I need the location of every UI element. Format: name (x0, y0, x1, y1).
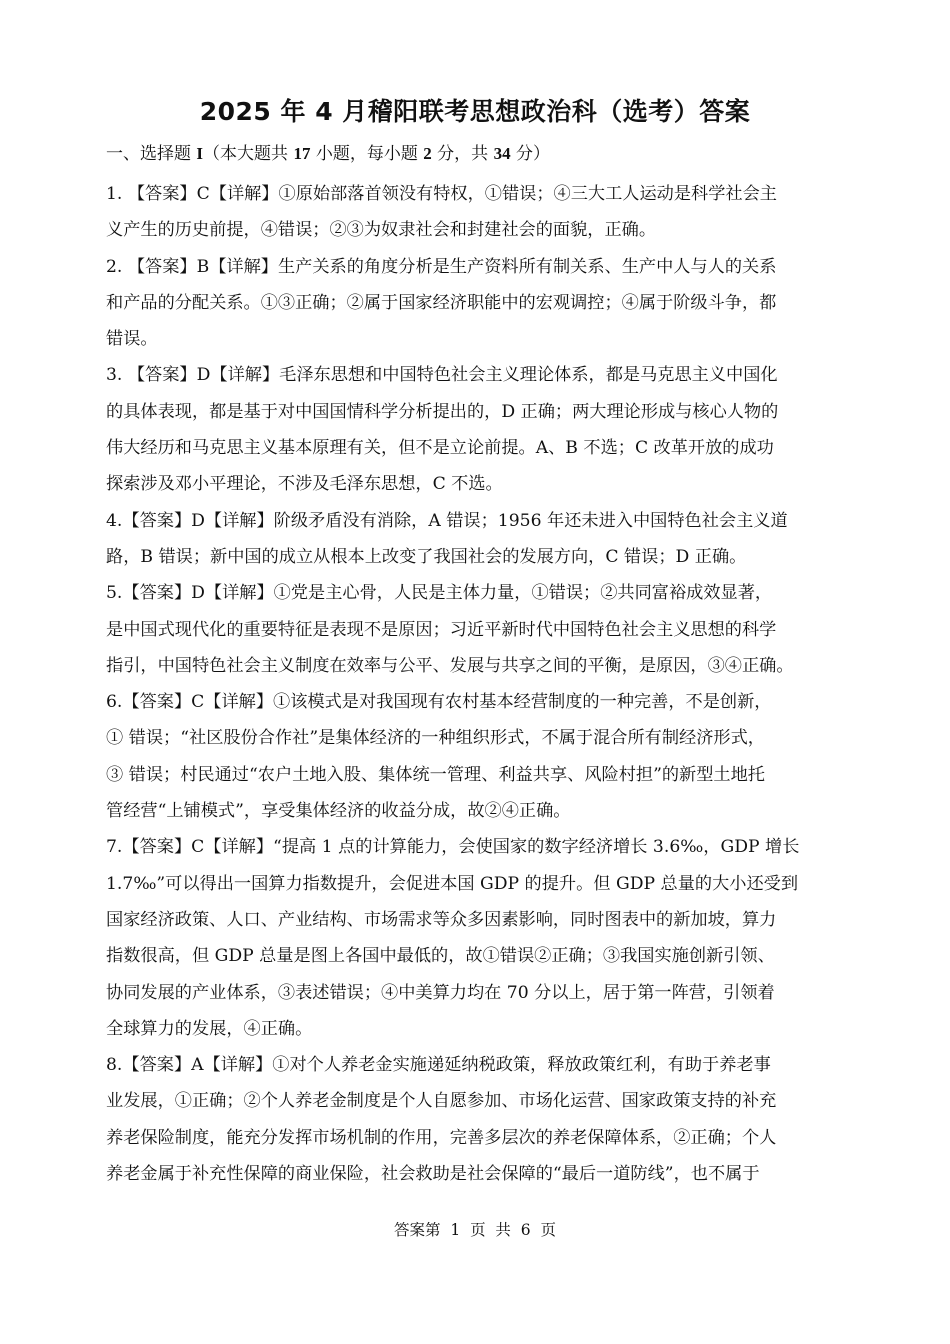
answer-line: 是中国式现代化的重要特征是表现不是原因；习近平新时代中国特色社会主义思想的科学 (106, 619, 777, 640)
page-footer: 答案第 1 页 共 6 页 (394, 1221, 556, 1239)
answer-item (106, 829, 854, 1047)
answer-line: 指引，中国特色社会主义制度在效率与公平、发展与共享之间的平衡，是原因，③④正确。 (106, 655, 794, 676)
answer-line: 7.【答案】C【详解】“提高 1 点的计算能力，会使国家的数字经济增长 3.6‰，GDP 增长 (106, 837, 800, 858)
answer-list (106, 176, 854, 1192)
answer-item (106, 684, 854, 829)
answer-item (106, 249, 854, 358)
answer-line: 8.【答案】A【详解】①对个人养老金实施递延纳税政策，释放政策红利，有助于养老事 (106, 1055, 771, 1076)
answer-line: 养老保险制度，能充分发挥市场机制的作用，完善多层次的养老保障体系，②正确；个人 (106, 1127, 777, 1148)
section-suffix: 分） (510, 144, 550, 164)
answer-line: 国家经济政策、人口、产业结构、市场需求等众多因素影响，同时图表中的新加坡，算力 (106, 909, 777, 930)
answer-line: 管经营“上铺模式”，享受集体经济的收益分成，故②④正确。 (106, 801, 571, 822)
answer-line: 指数很高，但 GDP 总量是图上各国中最低的，故①错误②正确；③我国实施创新引领、 (106, 946, 775, 967)
section-prefix: 一、选择题 (106, 144, 197, 164)
answer-line: 错误。 (106, 329, 158, 350)
answer-line: 全球算力的发展，④正确。 (106, 1018, 313, 1039)
answer-line: 2. 【答案】B【详解】生产关系的角度分析是生产资料所有制关系、生产中人与人的关系 (106, 256, 777, 277)
answer-line: 探索涉及邓小平理论，不涉及毛泽东思想，C 不选。 (106, 474, 503, 495)
answer-line: 业发展，①正确；②个人养老金制度是个人自愿参加、市场化运营、国家政策支持的补充 (106, 1091, 777, 1112)
section-mid2: 小题，每小题 (310, 144, 424, 164)
section-heading (106, 140, 866, 168)
answer-line: 的具体表现，都是基于对中国国情科学分析提出的，D 正确；两大理论形成与核心人物的 (106, 401, 779, 422)
answer-line: 5.【答案】D【详解】①党是主心骨，人民是主体力量，①错误；②共同富裕成效显著， (106, 583, 773, 604)
answer-item (106, 357, 854, 502)
answer-line: 4.【答案】D【详解】阶级矛盾没有消除，A 错误；1956 年还未进入中国特色社会主义道 (106, 510, 788, 531)
answer-line: 路，B 错误；新中国的成立从根本上改变了我国社会的发展方向，C 错误；D 正确。 (106, 546, 747, 567)
section-roman: I (196, 144, 204, 163)
answer-line: 协同发展的产业体系，③表述错误；④中美算力均在 70 分以上，居于第一阵营，引领着 (106, 982, 775, 1003)
section-mid3: 分，共 (431, 144, 494, 164)
answer-line: 和产品的分配关系。①③正确；②属于国家经济职能中的宏观调控；④属于阶级斗争，都 (106, 292, 777, 313)
page-title: 2025 年 4 月稽阳联考思想政治科（选考）答案 (199, 97, 751, 126)
section-mid1: （本大题共 (203, 144, 294, 164)
answer-line: ③ 错误；村民通过“农户土地入股、集体统一管理、利益共享、风险村担”的新型土地托 (106, 764, 765, 785)
answer-item (106, 176, 854, 249)
answer-item (106, 503, 854, 576)
answer-line: 3. 【答案】D【详解】毛泽东思想和中国特色社会主义理论体系，都是马克思主义中国化 (106, 365, 778, 386)
question-count: 17 (293, 144, 311, 163)
answer-line: ① 错误；“社区股份合作社”是集体经济的一种组织形式，不属于混合所有制经济形式， (106, 728, 765, 749)
answer-line: 1. 【答案】C【详解】①原始部落首领没有特权，①错误；④三大工人运动是科学社会主 (106, 184, 777, 204)
answer-line: 6.【答案】C【详解】①该模式是对我国现有农村基本经营制度的一种完善，不是创新， (106, 692, 772, 713)
answer-item (106, 575, 854, 684)
points-per-question: 2 (423, 144, 432, 163)
answer-line: 义产生的历史前提，④错误；②③为奴隶社会和封建社会的面貌，正确。 (106, 220, 657, 241)
answer-line: 1.7‰”可以得出一国算力指数提升，会促进本国 GDP 的提升。但 GDP 总量的大小还受到 (106, 873, 799, 894)
answer-line: 伟大经历和马克思主义基本原理有关，但不是立论前提。A、B 不选；C 改革开放的成功 (106, 438, 774, 459)
answer-line: 养老金属于补充性保障的商业保险，社会救助是社会保障的“最后一道防线”，也不属于 (106, 1164, 760, 1185)
total-points: 34 (493, 144, 511, 163)
answer-item (106, 1047, 854, 1192)
